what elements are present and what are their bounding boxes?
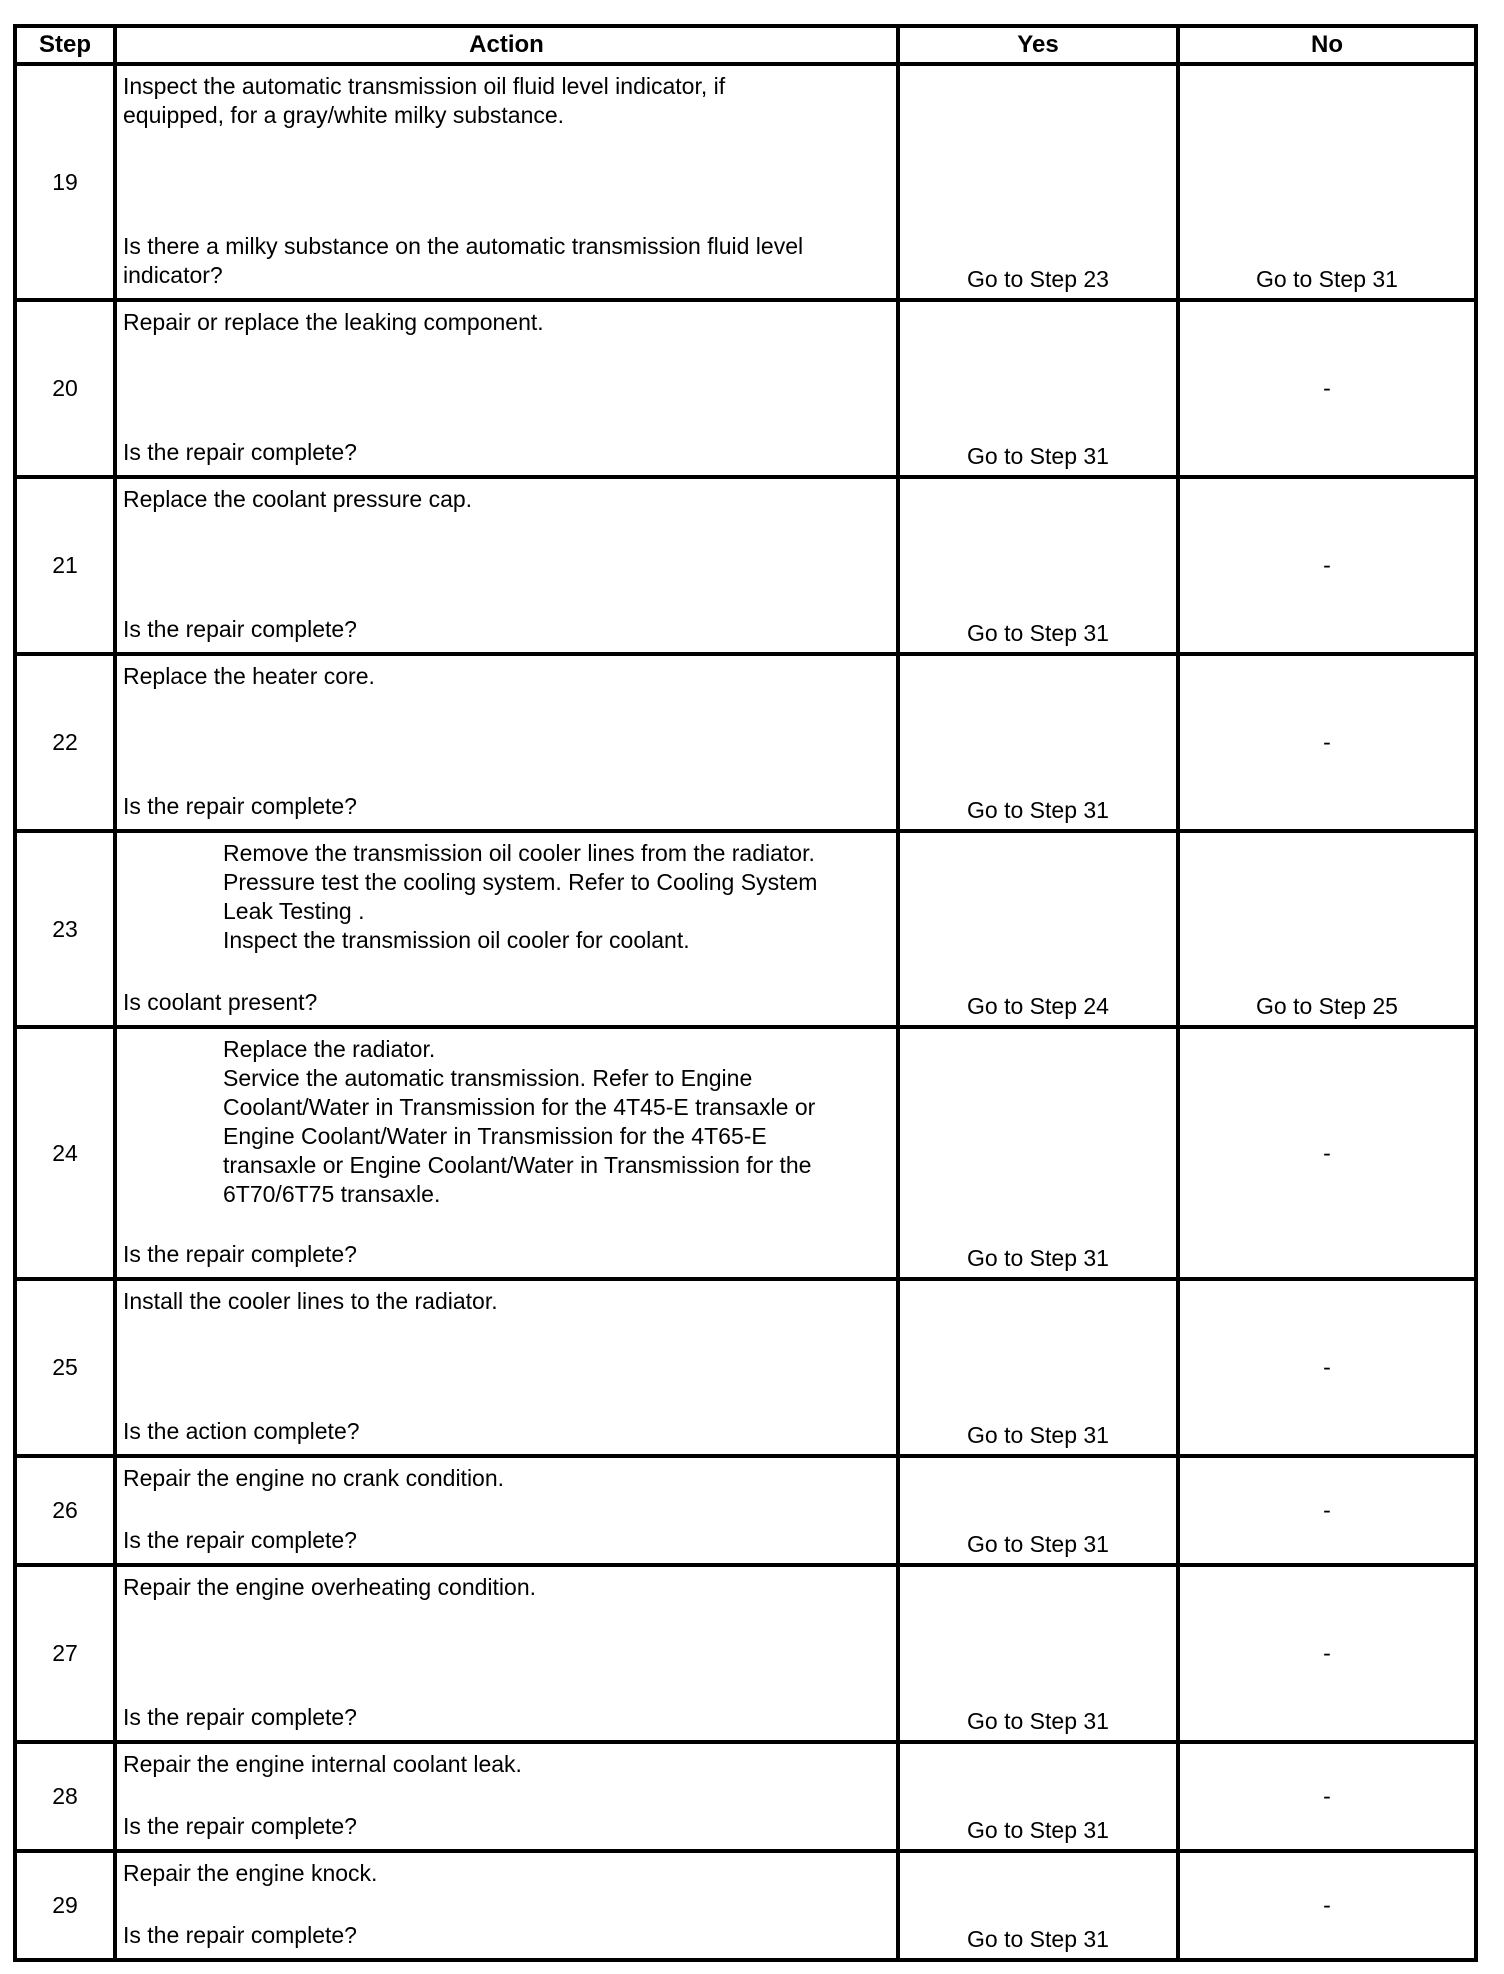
no-result: - — [1178, 654, 1476, 831]
action-instructions — [123, 308, 890, 337]
instruction-line: Inspect the transmission oil cooler for coolant. — [223, 927, 690, 953]
step-number: 25 — [15, 1279, 115, 1456]
action-instructions — [123, 1287, 890, 1316]
action-question — [123, 438, 890, 467]
question-line: Is the repair complete? — [123, 1704, 357, 1730]
question-line: Is there a milky substance on the automatic transmission fluid level — [123, 233, 804, 259]
no-result: - — [1178, 1742, 1476, 1851]
step-number: 27 — [15, 1565, 115, 1742]
action-cell — [115, 831, 898, 1027]
question-line: Is the repair complete? — [123, 1241, 357, 1267]
yes-result: Go to Step 31 — [898, 1851, 1178, 1960]
instruction-line: Repair the engine internal coolant leak. — [123, 1751, 522, 1777]
yes-result: Go to Step 31 — [898, 1456, 1178, 1565]
instruction-line: Engine Coolant/Water in Transmission for the 4T65-E — [223, 1123, 767, 1149]
action-instructions — [123, 72, 890, 130]
step-number: 28 — [15, 1742, 115, 1851]
action-cell — [115, 654, 898, 831]
question-line: Is the repair complete? — [123, 1922, 357, 1948]
action-instructions — [123, 1035, 890, 1209]
question-line: Is the repair complete? — [123, 1527, 357, 1553]
step-number: 26 — [15, 1456, 115, 1565]
instruction-line: Repair the engine no crank condition. — [123, 1465, 505, 1491]
table-row — [15, 1027, 1476, 1279]
no-result: - — [1178, 1027, 1476, 1279]
step-number: 21 — [15, 477, 115, 654]
action-question — [123, 615, 890, 644]
instruction-line: Repair the engine knock. — [123, 1860, 378, 1886]
no-result: Go to Step 25 — [1178, 831, 1476, 1027]
action-instructions — [123, 1859, 890, 1888]
no-result: - — [1178, 1456, 1476, 1565]
action-question — [123, 792, 890, 821]
table-row — [15, 1456, 1476, 1565]
header-step: Step — [15, 26, 115, 64]
action-question — [123, 1703, 890, 1732]
action-question — [123, 988, 890, 1017]
step-number: 23 — [15, 831, 115, 1027]
table-row — [15, 1279, 1476, 1456]
no-result: - — [1178, 1279, 1476, 1456]
instruction-line: Pressure test the cooling system. Refer to Cooling System — [223, 869, 818, 895]
instruction-line: transaxle or Engine Coolant/Water in Transmission for the — [223, 1152, 812, 1178]
action-cell — [115, 1742, 898, 1851]
instruction-line: Inspect the automatic transmission oil fluid level indicator, if — [123, 73, 726, 99]
question-line: Is the repair complete? — [123, 793, 357, 819]
table-row — [15, 1851, 1476, 1960]
table-row — [15, 831, 1476, 1027]
yes-result: Go to Step 24 — [898, 831, 1178, 1027]
question-line: Is coolant present? — [123, 989, 318, 1015]
no-result: - — [1178, 1565, 1476, 1742]
action-cell — [115, 1565, 898, 1742]
action-instructions — [123, 662, 890, 691]
header-row — [15, 26, 1476, 64]
action-instructions — [123, 485, 890, 514]
action-cell — [115, 1456, 898, 1565]
action-question — [123, 1417, 890, 1446]
action-cell — [115, 1027, 898, 1279]
header-action: Action — [115, 26, 898, 64]
yes-result: Go to Step 31 — [898, 654, 1178, 831]
step-number: 24 — [15, 1027, 115, 1279]
no-result: - — [1178, 1851, 1476, 1960]
question-line: Is the repair complete? — [123, 1813, 357, 1839]
no-result: - — [1178, 477, 1476, 654]
header-no: No — [1178, 26, 1476, 64]
yes-result: Go to Step 31 — [898, 1027, 1178, 1279]
instruction-line: Repair the engine overheating condition. — [123, 1574, 537, 1600]
action-cell — [115, 1851, 898, 1960]
action-instructions — [123, 1750, 890, 1779]
step-number: 20 — [15, 300, 115, 477]
instruction-line: Replace the heater core. — [123, 663, 375, 689]
question-line: indicator? — [123, 262, 223, 288]
instruction-line: 6T70/6T75 transaxle. — [223, 1181, 441, 1207]
header-yes: Yes — [898, 26, 1178, 64]
instruction-line: Repair or replace the leaking component. — [123, 309, 544, 335]
instruction-line: Replace the coolant pressure cap. — [123, 486, 473, 512]
table-row — [15, 477, 1476, 654]
table-row — [15, 64, 1476, 300]
table-row — [15, 654, 1476, 831]
action-cell — [115, 64, 898, 300]
action-question — [123, 232, 890, 290]
yes-result: Go to Step 31 — [898, 1565, 1178, 1742]
table-row — [15, 300, 1476, 477]
yes-result: Go to Step 31 — [898, 1279, 1178, 1456]
action-cell — [115, 300, 898, 477]
table-row — [15, 1565, 1476, 1742]
instruction-line: Service the automatic transmission. Refer to Engine — [223, 1065, 753, 1091]
instruction-line: Leak Testing . — [223, 898, 365, 924]
diagnostic-table — [13, 24, 1478, 1962]
action-cell — [115, 1279, 898, 1456]
step-number: 22 — [15, 654, 115, 831]
question-line: Is the action complete? — [123, 1418, 360, 1444]
question-line: Is the repair complete? — [123, 439, 357, 465]
instruction-line: Install the cooler lines to the radiator. — [123, 1288, 498, 1314]
action-cell — [115, 477, 898, 654]
action-question — [123, 1921, 890, 1950]
table-row — [15, 1742, 1476, 1851]
action-instructions — [123, 839, 890, 955]
instruction-line: Remove the transmission oil cooler lines from the radiator. — [223, 840, 815, 866]
instruction-line: equipped, for a gray/white milky substance. — [123, 102, 565, 128]
yes-result: Go to Step 31 — [898, 477, 1178, 654]
action-question — [123, 1240, 890, 1269]
action-instructions — [123, 1464, 890, 1493]
action-question — [123, 1812, 890, 1841]
question-line: Is the repair complete? — [123, 616, 357, 642]
instruction-line: Coolant/Water in Transmission for the 4T45-E transaxle or — [223, 1094, 816, 1120]
instruction-line: Replace the radiator. — [223, 1036, 436, 1062]
yes-result: Go to Step 31 — [898, 1742, 1178, 1851]
step-number: 29 — [15, 1851, 115, 1960]
no-result: - — [1178, 300, 1476, 477]
yes-result: Go to Step 23 — [898, 64, 1178, 300]
step-number: 19 — [15, 64, 115, 300]
action-instructions — [123, 1573, 890, 1602]
action-question — [123, 1526, 890, 1555]
no-result: Go to Step 31 — [1178, 64, 1476, 300]
yes-result: Go to Step 31 — [898, 300, 1178, 477]
